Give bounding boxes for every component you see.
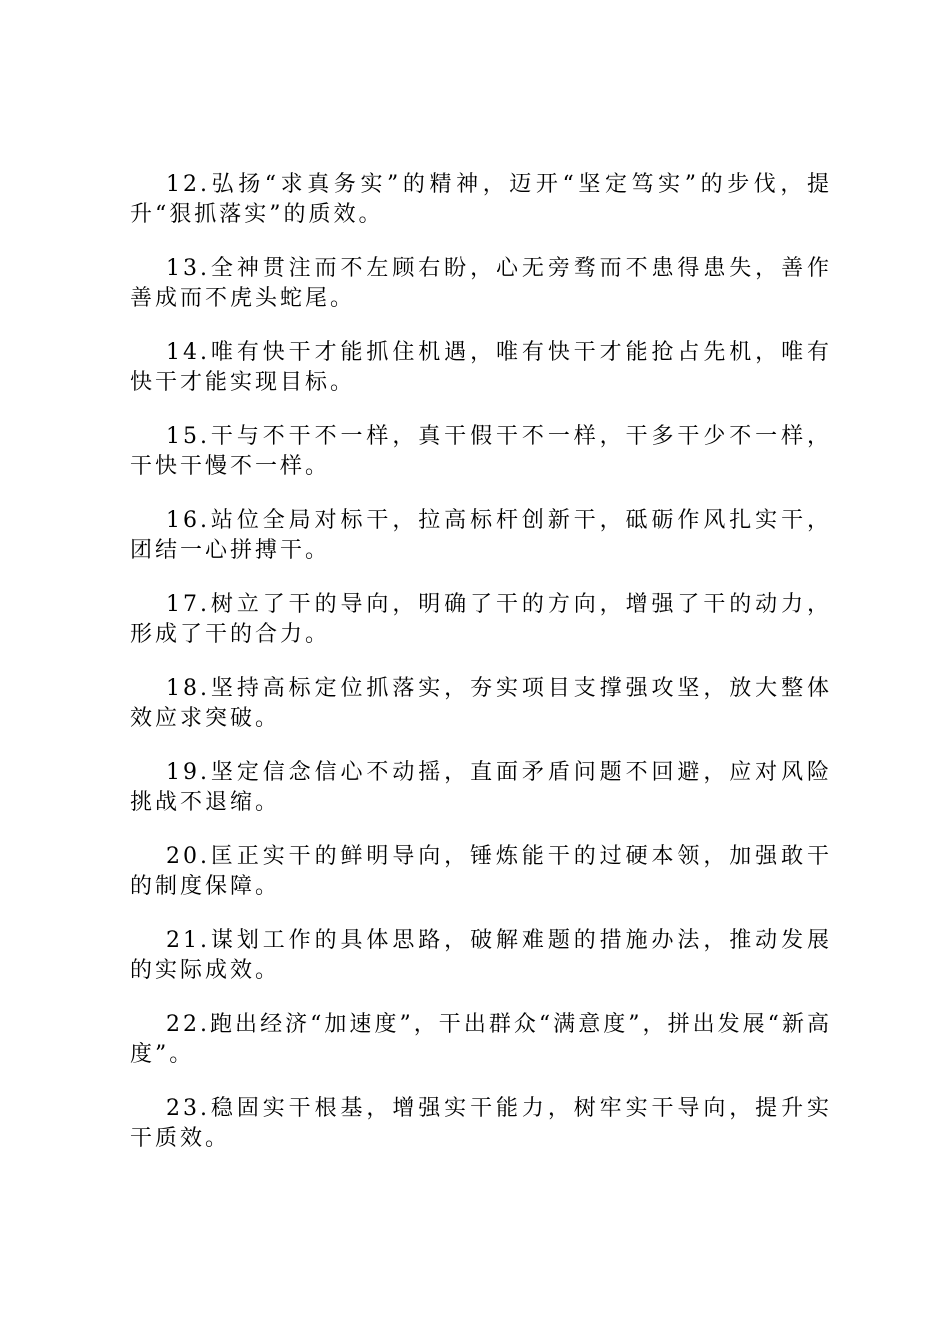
paragraph-23: 23.稳固实干根基，增强实干能力，树牢实干导向，提升实干质效。: [130, 1096, 832, 1151]
paragraph-14: 14.唯有快干才能抓住机遇，唯有快干才能抢占先机，唯有快干才能实现目标。: [130, 340, 832, 395]
paragraph-17: 17.树立了干的导向，明确了干的方向，增强了干的动力，形成了干的合力。: [130, 592, 832, 647]
paragraph-16: 16.站位全局对标干，拉高标杆创新干，砥砺作风扎实干，团结一心拼搏干。: [130, 508, 832, 563]
paragraph-22: 22.跑出经济“加速度”，干出群众“满意度”，拼出发展“新高度”。: [130, 1012, 832, 1067]
paragraph-21: 21.谋划工作的具体思路，破解难题的措施办法，推动发展的实际成效。: [130, 928, 832, 983]
document-body: [130, 170, 832, 1178]
paragraph-18: 18.坚持高标定位抓落实，夯实项目支撑强攻坚，放大整体效应求突破。: [130, 676, 832, 731]
paragraph-19: 19.坚定信念信心不动摇，直面矛盾问题不回避，应对风险挑战不退缩。: [130, 760, 832, 815]
paragraph-20: 20.匡正实干的鲜明导向，锤炼能干的过硬本领，加强敢干的制度保障。: [130, 844, 832, 899]
paragraph-13: 13.全神贯注而不左顾右盼，心无旁骛而不患得患失，善作善成而不虎头蛇尾。: [130, 256, 832, 311]
paragraph-12: 12.弘扬“求真务实”的精神，迈开“坚定笃实”的步伐，提升“狠抓落实”的质效。: [130, 172, 832, 227]
paragraph-15: 15.干与不干不一样，真干假干不一样，干多干少不一样，干快干慢不一样。: [130, 424, 832, 479]
